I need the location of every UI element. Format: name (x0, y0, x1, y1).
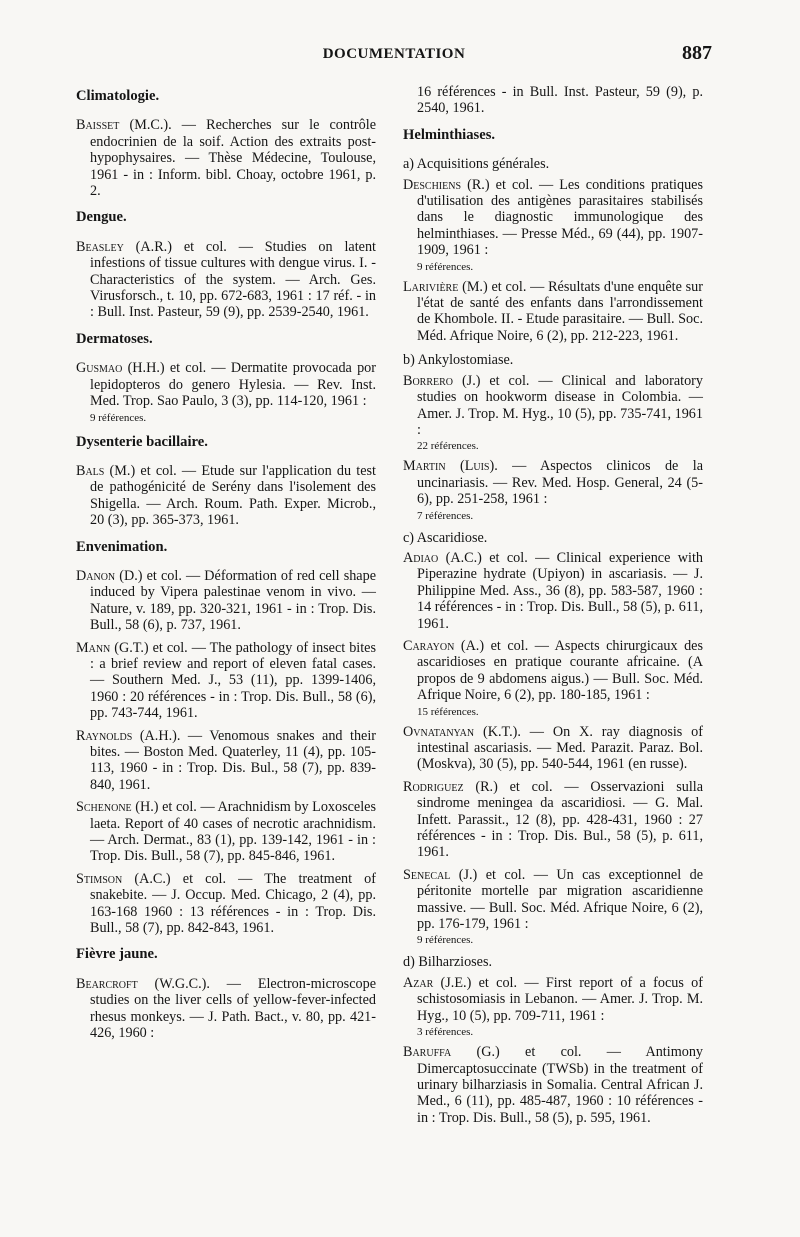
bibliography-entry (76, 568, 376, 634)
entry-author: Borrero (J.) (403, 372, 481, 389)
entry-author: Rodriguez (R.) (403, 778, 498, 795)
section-heading: Envenimation. (76, 538, 168, 555)
entry-author: Stimson (A.C.) (76, 870, 171, 887)
entry-references: 9 références. (417, 260, 474, 273)
bibliography-entry (403, 779, 703, 861)
bibliography-entry (76, 463, 376, 529)
entry-text: — Aspectos clinicos de la uncinariasis. — Rev. Med. Hosp. General, 24 (5-6), pp. 251-258, 1961 : (417, 458, 703, 508)
entry-text: et col. — Dermatite provocada por lepidopteros do genero Hylesia. — Rev. Inst. Med. Trop. Sao Paulo, 3 (3), pp. 114-120, 1961 : (90, 360, 376, 410)
entry-text: et col. — Aspects chirurgicaux des ascaridioses en pratique courante africaine. (A propos de 9 abdomens aigus.) — Bull. Soc. Méd. Afrique Noire, 6 (2), pp. 180-185, 1961 : (417, 637, 703, 704)
entry-author: Ovnatanyan (K.T.). (403, 723, 521, 740)
entry-author: Adiao (A.C.) (403, 549, 482, 566)
entry-author: Baruffa (G.) (403, 1044, 500, 1061)
entry-text: et col. — Résultats d'une enquête sur l'état de santé des enfants dans l'arrondissement de Khombole. II. - Etude parasitaire. — Bull. Soc. Méd. Afrique Noire, 6 (2), pp. 212-223, 1961. (417, 278, 704, 344)
entry-author: Bals (M.) (76, 462, 136, 479)
section-heading: Dengue. (76, 209, 127, 226)
bibliography-entry (76, 728, 376, 794)
entry-text: — Venomous snakes and their bites. — Boston Med. Quaterley, 11 (4), pp. 105-113, 1960 - in : Trop. Dis. Bul., 58 (7), pp. 839-840, 1961. (90, 727, 377, 793)
entry-text: et col. — Etude sur l'application du test de pathogénicité de Serény dans l'isolement des Shigella. — Arch. Roum. Path. Exper. Microb., 20 (3), pp. 365-373, 1961. (90, 462, 376, 529)
entry-author: Raynolds (A.H.). (76, 727, 181, 744)
entry-author: Schenone (H.) (76, 799, 159, 816)
entry-text: et col. — Déformation of red cell shape induced by Vipera palestinae venom in vivo. — Nature, v. 189, pp. 320-321, 1961 - in : Trop. Dis. Bull., 58 (6), p. 737, 1961. (90, 567, 376, 634)
section-heading: Helminthiases. (403, 126, 496, 143)
entry-author: Baisset (M.C.). (76, 117, 172, 134)
bibliography-entry (76, 799, 376, 865)
bibliography-entry (403, 975, 703, 1024)
section-heading: Fièvre jaune. (76, 946, 158, 963)
bibliography-entry (403, 550, 703, 632)
continued-entry: 16 références - in Bull. Inst. Pasteur, 59 (9), p. 2540, 1961. (417, 84, 703, 117)
entry-references: 15 références. (417, 705, 479, 718)
subsection-heading: c) Ascaridiose. (403, 529, 488, 546)
bibliography-entry (403, 638, 703, 704)
bibliography-entry (76, 640, 376, 722)
page-number: 887 (682, 42, 712, 64)
entry-text: et col. — Antimony Dimercaptosuccinate (TWSb) in the treatment of urinary bilharziasis in Somalia. Central African J. Med., 6 (11), pp. 485-487, 1960 : 10 références - in : Trop. Dis. Bull., 58 (5), p. 595, 1961. (417, 1044, 704, 1126)
entry-author: Carayon (A.) (403, 637, 485, 654)
section-heading: Dysenterie bacillaire. (76, 433, 208, 450)
bibliography-entry (76, 117, 376, 199)
entry-text: — On X. ray diagnosis of intestinal ascariasis. — Med. Parazit. Paraz. Bol. (Moskva), 30 (5), pp. 540-544, 1961 (en russe). (417, 723, 703, 773)
entry-author: Beasley (A.R.) (76, 238, 172, 255)
entry-text: et col. — The treatment of snakebite. — J. Occup. Med. Chicago, 2 (4), pp. 163-168 1960 : 13 références - in : Trop. Dis. Bull., 58 (7), pp. 842-843, 1961. (90, 870, 376, 937)
entry-text: — Recherches sur le contrôle endocrinien de la soif. Action des extraits post-hypophysaires. — Thèse Médecine, Toulouse, 1961 - in : Inform. bibl. Choay, octobre 1961, p. 2. (90, 117, 376, 200)
entry-author: Martin (Luis). (403, 458, 498, 475)
bibliography-entry (76, 239, 376, 321)
entry-text: et col. — The pathology of insect bites : a brief review and report of eleven fatal cases. — Southern Med. J., 53 (11), pp. 1399-1406, 1960 : 20 références - in : Trop. Dis. Bull., 58 (6), pp. 743-744, 1961. (90, 639, 376, 722)
entry-text: et col. — Clinical and laboratory studies on hookworm disease in Colombia. — Amer. J. Trop. M. Hyg., 10 (5), pp. 735-741, 1961 : (417, 372, 703, 438)
subsection-heading: a) Acquisitions générales. (403, 156, 550, 173)
bibliography-entry (403, 867, 703, 933)
entry-references: 22 références. (417, 440, 479, 453)
bibliography-entry (403, 177, 703, 259)
entry-author: Deschiens (R.) (403, 176, 490, 193)
entry-references: 7 références. (417, 509, 474, 522)
bibliography-entry (403, 279, 703, 345)
bibliography-entry (403, 724, 703, 773)
section-heading: Climatologie. (76, 88, 160, 104)
entry-author: Larivière (M.) (403, 278, 488, 295)
entry-author: Bearcroft (W.G.C.). (76, 975, 210, 992)
bibliography-entry (403, 458, 703, 507)
entry-text: et col. — Studies on latent infestions of tissue cultures with dengue virus. I. - Characteristics of the system. — Arch. Ges. Virusforsch., t. 10, pp. 672-683, 1961 : 17 réf. - in : Bull. Inst. Pasteur, 59 (9), pp. 2539-2540, 1961. (90, 238, 377, 321)
bibliography-entry (403, 373, 703, 439)
entry-text: et col. — First report of a focus of schistosomiasis in Lebanon. — Amer. J. Trop. M. Hyg., 10 (5), pp. 709-711, 1961 : (417, 974, 703, 1024)
subsection-heading: d) Bilharzioses. (403, 954, 493, 971)
entry-text: et col. — Osservazioni sulla sindrome meningea da ascaridiosi. — G. Mal. Infett. Parassit., 12 (8), pp. 428-431, 1960 : 27 références - in : Trop. Dis. Bul., 58 (5), p. 611, 1961. (417, 778, 703, 861)
entry-references: 3 références. (417, 1026, 474, 1039)
entry-text: et col. — Arachnidism by Loxosceles laeta. Report of 40 cases of necrotic arachnidism. — Arch. Dermat., 83 (1), pp. 139-142, 1961 - in : Trop. Dis. Bull., 58 (7), pp. 845-846, 1961. (90, 799, 376, 865)
entry-text: — Electron-microscope studies on the liver cells of yellow-fever-infected rhesus monkeys. — J. Path. Bact., v. 80, pp. 421-426, 1960 : (90, 975, 376, 1042)
entry-author: Gusmao (H.H.) (76, 360, 165, 377)
bibliography-entry (76, 976, 376, 1042)
entry-author: Mann (G.T.) (76, 639, 149, 656)
entry-text: et col. — Clinical experience with Piperazine hydrate (Upiyon) in ascariasis. — J. Philippine Med. Ass., 36 (8), pp. 583-587, 1960 : 14 références - in : Trop. Dis. Bull., 58 (5), p. 611, 1961. (417, 549, 703, 632)
subsection-heading: b) Ankylostomiase. (403, 352, 514, 369)
left-column (76, 84, 376, 1048)
entry-text: et col. — Un cas exceptionnel de péritonite mortelle par migration ascaridienne massive. — Bull. Soc. Méd. Afrique Noire, 6 (2), pp. 176-179, 1961 : (417, 866, 703, 933)
right-column (403, 84, 703, 1132)
entry-references: 9 références. (417, 934, 474, 947)
entry-text: et col. — Les conditions pratiques d'utilisation des antigènes parasitaires stabilisés dans le diagnostic immunologique des helminthiases. — Presse Méd., 69 (44), pp. 1907-1909, 1961 : (417, 176, 703, 259)
entry-author: Danon (D.) (76, 567, 143, 584)
page-header (76, 42, 712, 68)
bibliography-entry (76, 871, 376, 937)
entry-author: Azar (J.E.) (403, 974, 472, 991)
running-head: DOCUMENTATION (322, 46, 466, 62)
entry-author: Senecal (J.) (403, 866, 478, 883)
section-heading: Dermatoses. (76, 330, 153, 347)
entry-references: 9 références. (90, 411, 147, 424)
bibliography-entry (76, 360, 376, 409)
bibliography-entry (403, 1044, 703, 1126)
